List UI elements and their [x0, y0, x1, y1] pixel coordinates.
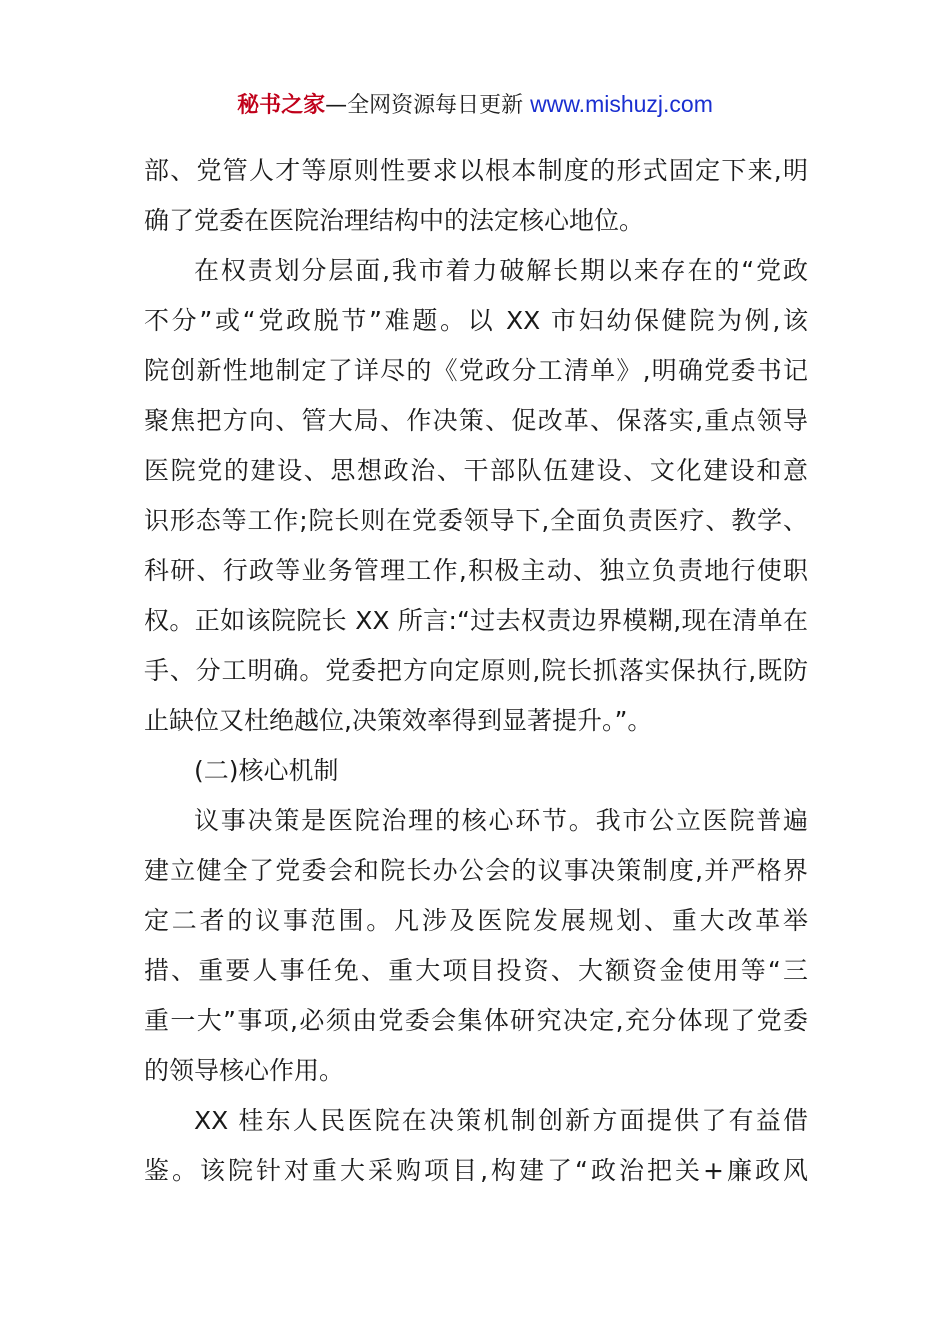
brand-name: 秘书之家: [237, 93, 326, 118]
section-heading: [144, 746, 808, 796]
text-line: 在权责划分层面,我市着力破解长期以来存在的“党政: [194, 256, 808, 285]
text-line: 部、党管人才等原则性要求以根本制度的形式固定下来,明: [144, 156, 808, 185]
text-line: 医院党的建设、思想政治、干部队伍建设、文化建设和意: [144, 456, 808, 485]
text-line: 定二者的议事范围。凡涉及医院发展规划、重大改革举: [144, 906, 808, 935]
document-body: [144, 146, 808, 1196]
site-slogan: —全网资源每日更新: [325, 93, 531, 118]
text-line: 鉴。该院针对重大采购项目,构建了“政治把关+廉政风: [144, 1156, 808, 1185]
text-line: 的领导核心作用。: [144, 1056, 345, 1085]
paragraph: [144, 796, 808, 1096]
site-header: [0, 86, 950, 124]
text-line: 措、重要人事任免、重大项目投资、大额资金使用等“三: [144, 956, 808, 985]
text-line: 识形态等工作;院长则在党委领导下,全面负责医疗、教学、: [144, 506, 808, 535]
text-line: 院创新性地制定了详尽的《党政分工清单》,明确党委书记: [144, 356, 808, 385]
text-line: 不分”或“党政脱节”难题。以 XX 市妇幼保健院为例,该: [144, 306, 808, 335]
text-line: 确了党委在医院治理结构中的法定核心地位。: [144, 206, 645, 235]
site-url[interactable]: www.mishuzj.com: [530, 91, 713, 117]
text-line: 重一大”事项,必须由党委会集体研究决定,充分体现了党委: [144, 1006, 808, 1035]
text-line: 权。正如该院院长 XX 所言:“过去权责边界模糊,现在清单在: [144, 606, 808, 635]
text-line: (二)核心机制: [194, 756, 339, 785]
paragraph: [144, 1096, 808, 1196]
text-line: XX 桂东人民医院在决策机制创新方面提供了有益借: [194, 1106, 808, 1135]
paragraph: [144, 146, 808, 246]
text-line: 议事决策是医院治理的核心环节。我市公立医院普遍: [194, 806, 808, 835]
text-line: 止缺位又杜绝越位,决策效率得到显著提升。”。: [144, 706, 653, 735]
text-line: 建立健全了党委会和院长办公会的议事决策制度,并严格界: [144, 856, 808, 885]
text-line: 手、分工明确。党委把方向定原则,院长抓落实保执行,既防: [144, 656, 808, 685]
paragraph: [144, 246, 808, 746]
text-line: 科研、行政等业务管理工作,积极主动、独立负责地行使职: [144, 556, 808, 585]
text-line: 聚焦把方向、管大局、作决策、促改革、保落实,重点领导: [144, 406, 808, 435]
